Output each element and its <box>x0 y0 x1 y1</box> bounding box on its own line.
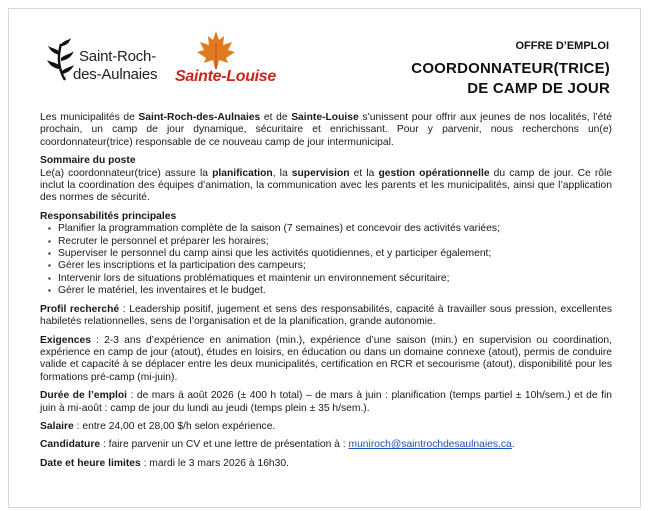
list-item: ▪ Gérer les inscriptions et la participation des campeurs; <box>48 260 612 272</box>
document-body <box>40 112 612 470</box>
maple-leaf-icon <box>195 30 237 70</box>
duree-paragraph: Durée de l’emploi : de mars à août 2026 (± 400 h total) – de mars à juin : planification (temps partiel ± 10h/sem.) et de fin juin à mi-août : camp de jour du lundi au jeudi (temps plein ± 35 h/sem.). <box>40 390 612 414</box>
list-item: ▪ Superviser le personnel du camp ainsi que les activités quotidiennes, et y participer également; <box>48 248 612 260</box>
job-title-line2: DE CAMP DE JOUR <box>467 80 610 97</box>
job-title-line1: COORDONNATEUR(TRICE) <box>411 60 610 77</box>
sainte-louise-name: Sainte-Louise <box>175 68 277 85</box>
list-item: ▪ Intervenir lors de situations problématiques et maintenir un environnement sécuritaire; <box>48 273 612 285</box>
responsabilites-heading: Responsabilités principales <box>40 210 177 222</box>
sommaire-heading: Sommaire du poste <box>40 155 136 167</box>
list-item: ▪ Gérer le matériel, les inventaires et le budget. <box>48 285 612 297</box>
sommaire-paragraph: Le(a) coordonnateur(trice) assure la planification, la supervision et la gestion opérationnelle du camp de jour. Ce rôle inclut la coordination des équipes d’animation, la communication avec les parents et les municipalités, ainsi que l’application des normes de sécurité. <box>40 167 613 204</box>
offer-label: OFFRE D’EMPLOI <box>515 40 609 52</box>
email-link[interactable]: muniroch@saintrochdesaulnaies.ca <box>348 439 512 451</box>
list-item: ▪ Planifier la programmation complète de la saison (7 semaines) et concevoir des activités variées; <box>48 223 612 235</box>
intro-paragraph: Les municipalités de Saint-Roch-des-Aulnaies et de Sainte-Louise s’unissent pour offrir aux jeunes de nos localités, l’été prochain, un camp de jour dynamique, sécuritaire et enrichissant. Pour y parvenir, nous recherchons un(e) coordonnateur(trice) responsable de ce nouveau camp de jour intermunicipal. <box>40 112 612 148</box>
logo-text-line1: Saint-Roch- <box>79 48 156 65</box>
saint-roch-logo <box>45 36 165 86</box>
date-limite-paragraph: Date et heure limites : mardi le 3 mars 2026 à 16h30. <box>40 457 289 469</box>
sainte-louise-logo <box>175 30 277 90</box>
responsabilites-list <box>40 223 612 297</box>
profil-paragraph: Profil recherché : Leadership positif, jugement et sens des responsabilités, capacité à travailler sous pression, excellentes habiletés relationnelles, sens de l’organisation et de la planification, grande autonomie. <box>40 303 612 328</box>
salaire-paragraph: Salaire : entre 24,00 et 28,00 $/h selon expérience. <box>40 420 276 432</box>
list-item: ▪ Recruter le personnel et préparer les horaires; <box>48 236 612 248</box>
exigences-paragraph: Exigences : 2-3 ans d’expérience en animation (min.), expérience d’une saison (min.) en supervision ou coordination, expérience en camp de jour (atout), études en loisirs, en éducation ou dans un domaine connexe (atout), permis de conduire valide et capacité à se déplacer entre les deux municipalités, certification en RCR et secourisme (atout), disponibilité pour les formations pré-camp (mi-juin). <box>40 334 612 383</box>
candidature-paragraph: Candidature : faire parvenir un CV et une lettre de présentation à : muniroch@saintrochdesaulnaies.ca. <box>40 439 515 451</box>
logo-text-line2: des-Aulnaies <box>73 66 158 83</box>
